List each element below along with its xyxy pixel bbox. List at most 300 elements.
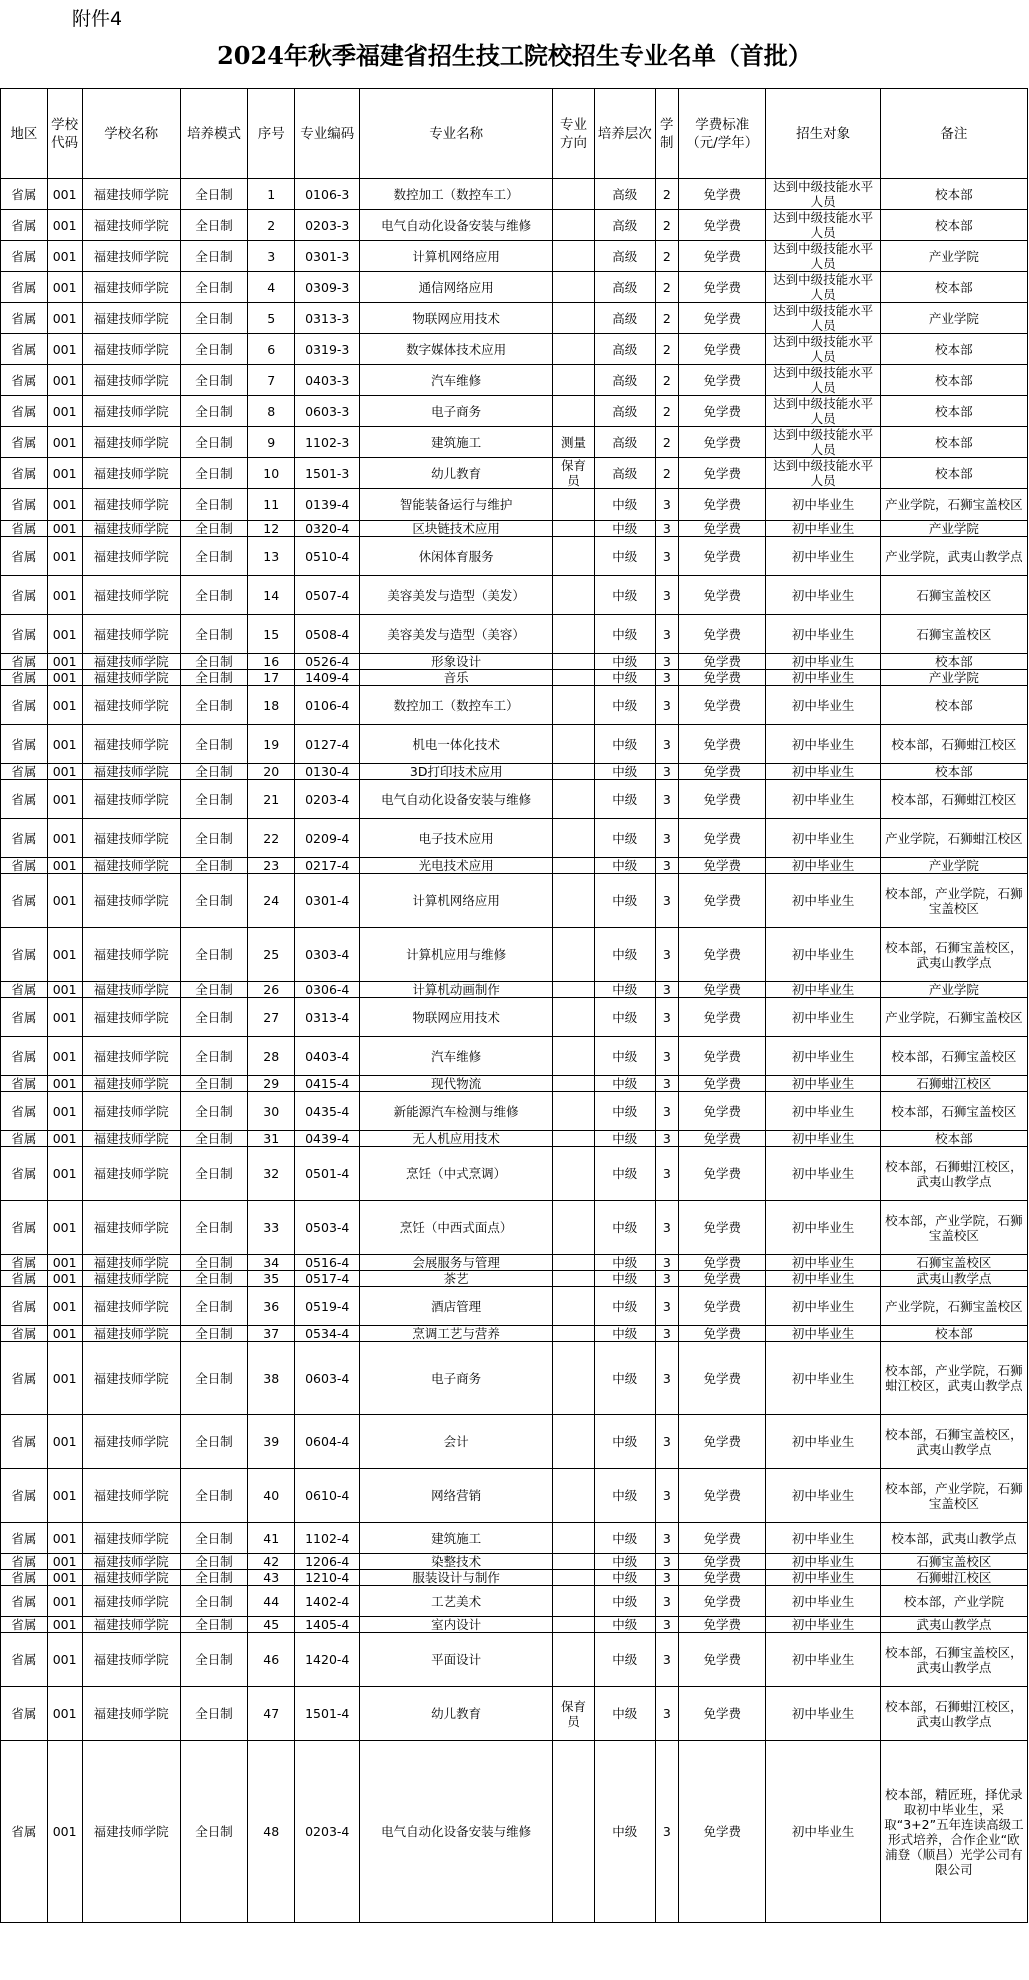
cell-major-direction	[552, 1326, 594, 1342]
cell-school-name: 福建技师学院	[82, 686, 180, 725]
cell-region: 省属	[1, 1326, 48, 1342]
cell-remarks: 校本部	[880, 210, 1027, 241]
cell-major-code: 0106-3	[295, 179, 360, 210]
cell-school-name: 福建技师学院	[82, 396, 180, 427]
cell-tuition: 免学费	[678, 1741, 766, 1923]
cell-school-name: 福建技师学院	[82, 1415, 180, 1469]
cell-training-mode: 全日制	[180, 998, 248, 1037]
cell-seq-no: 42	[248, 1554, 295, 1570]
cell-seq-no: 25	[248, 928, 295, 982]
cell-region: 省属	[1, 1037, 48, 1076]
cell-remarks: 校本部	[880, 458, 1027, 489]
cell-remarks: 校本部，石狮蚶江校区，武夷山教学点	[880, 1687, 1027, 1741]
cell-major-direction: 保育员	[552, 1687, 594, 1741]
table-row	[1, 365, 1028, 396]
cell-remarks: 产业学院	[880, 303, 1027, 334]
cell-tuition: 免学费	[678, 725, 766, 764]
table-row	[1, 521, 1028, 537]
cell-duration: 3	[655, 1633, 678, 1687]
cell-remarks: 校本部，产业学院	[880, 1586, 1027, 1617]
table-row	[1, 396, 1028, 427]
cell-target: 初中毕业生	[766, 1469, 880, 1523]
cell-major-name: 建筑施工	[360, 427, 553, 458]
cell-target: 初中毕业生	[766, 1523, 880, 1554]
table-row	[1, 1617, 1028, 1633]
cell-training-mode: 全日制	[180, 272, 248, 303]
cell-training-mode: 全日制	[180, 1554, 248, 1570]
cell-major-direction	[552, 1147, 594, 1201]
cell-training-mode: 全日制	[180, 1415, 248, 1469]
cell-seq-no: 23	[248, 858, 295, 874]
table-row	[1, 858, 1028, 874]
cell-region: 省属	[1, 1271, 48, 1287]
table-row	[1, 1741, 1028, 1923]
cell-school-name: 福建技师学院	[82, 179, 180, 210]
cell-major-direction	[552, 874, 594, 928]
cell-tuition: 免学费	[678, 874, 766, 928]
cell-duration: 3	[655, 489, 678, 521]
cell-remarks: 产业学院，石狮宝盖校区	[880, 1287, 1027, 1326]
cell-tuition: 免学费	[678, 210, 766, 241]
cell-target: 初中毕业生	[766, 725, 880, 764]
header-target: 招生对象	[766, 89, 880, 179]
cell-tuition: 免学费	[678, 334, 766, 365]
attachment-label: 附件4	[72, 8, 123, 30]
cell-duration: 3	[655, 928, 678, 982]
cell-tuition: 免学费	[678, 1554, 766, 1570]
cell-remarks: 产业学院，武夷山教学点	[880, 537, 1027, 576]
cell-major-name: 工艺美术	[360, 1586, 553, 1617]
cell-major-direction	[552, 521, 594, 537]
cell-target: 初中毕业生	[766, 1342, 880, 1415]
cell-tuition: 免学费	[678, 982, 766, 998]
cell-remarks: 校本部	[880, 334, 1027, 365]
cell-major-direction	[552, 334, 594, 365]
cell-seq-no: 20	[248, 764, 295, 780]
table-row	[1, 1255, 1028, 1271]
cell-school-name: 福建技师学院	[82, 1687, 180, 1741]
cell-major-name: 智能装备运行与维护	[360, 489, 553, 521]
cell-tuition: 免学费	[678, 654, 766, 670]
cell-seq-no: 15	[248, 615, 295, 654]
cell-major-code: 1501-3	[295, 458, 360, 489]
cell-training-level: 中级	[594, 1092, 655, 1131]
cell-target: 初中毕业生	[766, 1586, 880, 1617]
cell-major-code: 1210-4	[295, 1570, 360, 1586]
cell-target: 达到中级技能水平人员	[766, 458, 880, 489]
cell-duration: 3	[655, 1037, 678, 1076]
header-major-name: 专业名称	[360, 89, 553, 179]
cell-major-code: 1409-4	[295, 670, 360, 686]
cell-seq-no: 46	[248, 1633, 295, 1687]
cell-training-mode: 全日制	[180, 489, 248, 521]
cell-region: 省属	[1, 780, 48, 819]
cell-major-name: 烹饪（中西式面点）	[360, 1201, 553, 1255]
cell-remarks: 产业学院，石狮宝盖校区	[880, 998, 1027, 1037]
cell-remarks: 产业学院	[880, 670, 1027, 686]
cell-duration: 3	[655, 1271, 678, 1287]
cell-tuition: 免学费	[678, 928, 766, 982]
cell-major-code: 0306-4	[295, 982, 360, 998]
cell-duration: 2	[655, 210, 678, 241]
table-row	[1, 1076, 1028, 1092]
cell-region: 省属	[1, 982, 48, 998]
cell-major-code: 0403-3	[295, 365, 360, 396]
cell-major-direction	[552, 241, 594, 272]
cell-training-level: 高级	[594, 241, 655, 272]
cell-seq-no: 29	[248, 1076, 295, 1092]
cell-training-level: 中级	[594, 858, 655, 874]
cell-tuition: 免学费	[678, 1201, 766, 1255]
cell-remarks: 校本部，产业学院，石狮宝盖校区	[880, 1469, 1027, 1523]
cell-region: 省属	[1, 241, 48, 272]
cell-region: 省属	[1, 537, 48, 576]
cell-training-level: 中级	[594, 1037, 655, 1076]
cell-target: 初中毕业生	[766, 1415, 880, 1469]
cell-seq-no: 17	[248, 670, 295, 686]
table-row	[1, 458, 1028, 489]
document-title: 2024年秋季福建省招生技工院校招生专业名单（首批）	[217, 41, 812, 70]
cell-training-mode: 全日制	[180, 521, 248, 537]
cell-training-level: 中级	[594, 670, 655, 686]
cell-training-mode: 全日制	[180, 303, 248, 334]
cell-school-name: 福建技师学院	[82, 654, 180, 670]
cell-major-name: 会展服务与管理	[360, 1255, 553, 1271]
cell-tuition: 免学费	[678, 1037, 766, 1076]
table-row	[1, 1523, 1028, 1554]
cell-major-code: 0516-4	[295, 1255, 360, 1271]
cell-seq-no: 26	[248, 982, 295, 998]
cell-remarks: 校本部，产业学院，石狮宝盖校区	[880, 1201, 1027, 1255]
cell-region: 省属	[1, 1076, 48, 1092]
cell-major-name: 平面设计	[360, 1633, 553, 1687]
cell-major-code: 0507-4	[295, 576, 360, 615]
cell-remarks: 校本部，石狮蚶江校区	[880, 725, 1027, 764]
cell-remarks: 产业学院	[880, 982, 1027, 998]
header-training-mode: 培养模式	[180, 89, 248, 179]
cell-seq-no: 12	[248, 521, 295, 537]
cell-major-name: 酒店管理	[360, 1287, 553, 1326]
cell-major-direction	[552, 764, 594, 780]
cell-major-code: 0415-4	[295, 1076, 360, 1092]
cell-school-code: 001	[47, 764, 82, 780]
cell-school-code: 001	[47, 1092, 82, 1131]
cell-target: 初中毕业生	[766, 1255, 880, 1271]
cell-duration: 3	[655, 1554, 678, 1570]
cell-remarks: 校本部	[880, 427, 1027, 458]
cell-seq-no: 30	[248, 1092, 295, 1131]
cell-major-direction	[552, 725, 594, 764]
cell-school-code: 001	[47, 928, 82, 982]
cell-school-name: 福建技师学院	[82, 1617, 180, 1633]
cell-school-name: 福建技师学院	[82, 521, 180, 537]
cell-duration: 3	[655, 780, 678, 819]
cell-major-code: 0519-4	[295, 1287, 360, 1326]
cell-major-name: 音乐	[360, 670, 553, 686]
table-row	[1, 764, 1028, 780]
cell-tuition: 免学费	[678, 1131, 766, 1147]
cell-tuition: 免学费	[678, 686, 766, 725]
cell-major-name: 电气自动化设备安装与维修	[360, 780, 553, 819]
cell-training-level: 高级	[594, 272, 655, 303]
cell-remarks: 校本部，石狮宝盖校区	[880, 1092, 1027, 1131]
cell-training-level: 高级	[594, 210, 655, 241]
cell-training-mode: 全日制	[180, 1092, 248, 1131]
cell-school-code: 001	[47, 272, 82, 303]
cell-school-code: 001	[47, 1201, 82, 1255]
enrollment-table	[0, 88, 1028, 1923]
cell-region: 省属	[1, 521, 48, 537]
cell-school-code: 001	[47, 654, 82, 670]
cell-school-name: 福建技师学院	[82, 272, 180, 303]
cell-major-direction	[552, 819, 594, 858]
table-row	[1, 1037, 1028, 1076]
cell-school-code: 001	[47, 615, 82, 654]
cell-school-code: 001	[47, 334, 82, 365]
cell-tuition: 免学费	[678, 780, 766, 819]
table-row	[1, 1586, 1028, 1617]
cell-training-mode: 全日制	[180, 819, 248, 858]
cell-school-name: 福建技师学院	[82, 1076, 180, 1092]
cell-school-name: 福建技师学院	[82, 1287, 180, 1326]
cell-seq-no: 4	[248, 272, 295, 303]
cell-training-level: 中级	[594, 521, 655, 537]
cell-school-name: 福建技师学院	[82, 576, 180, 615]
header-school-name: 学校名称	[82, 89, 180, 179]
cell-school-name: 福建技师学院	[82, 1255, 180, 1271]
cell-major-direction	[552, 1131, 594, 1147]
cell-major-direction	[552, 396, 594, 427]
cell-remarks: 校本部，石狮宝盖校区，武夷山教学点	[880, 928, 1027, 982]
cell-duration: 2	[655, 241, 678, 272]
cell-remarks: 石狮宝盖校区	[880, 1255, 1027, 1271]
table-row	[1, 819, 1028, 858]
cell-training-mode: 全日制	[180, 537, 248, 576]
cell-major-code: 0534-4	[295, 1326, 360, 1342]
cell-major-name: 3D打印技术应用	[360, 764, 553, 780]
cell-region: 省属	[1, 1092, 48, 1131]
cell-school-code: 001	[47, 998, 82, 1037]
cell-major-code: 0209-4	[295, 819, 360, 858]
table-row	[1, 982, 1028, 998]
cell-school-code: 001	[47, 780, 82, 819]
cell-seq-no: 27	[248, 998, 295, 1037]
cell-training-mode: 全日制	[180, 427, 248, 458]
cell-training-mode: 全日制	[180, 1326, 248, 1342]
cell-target: 达到中级技能水平人员	[766, 334, 880, 365]
cell-tuition: 免学费	[678, 1092, 766, 1131]
cell-seq-no: 9	[248, 427, 295, 458]
cell-duration: 2	[655, 334, 678, 365]
table-row	[1, 1131, 1028, 1147]
cell-region: 省属	[1, 1687, 48, 1741]
cell-seq-no: 10	[248, 458, 295, 489]
cell-major-code: 1102-4	[295, 1523, 360, 1554]
cell-region: 省属	[1, 1469, 48, 1523]
cell-tuition: 免学费	[678, 303, 766, 334]
cell-training-mode: 全日制	[180, 874, 248, 928]
cell-tuition: 免学费	[678, 858, 766, 874]
cell-school-name: 福建技师学院	[82, 928, 180, 982]
cell-school-code: 001	[47, 1523, 82, 1554]
cell-major-name: 汽车维修	[360, 1037, 553, 1076]
cell-training-mode: 全日制	[180, 365, 248, 396]
cell-seq-no: 44	[248, 1586, 295, 1617]
cell-training-mode: 全日制	[180, 1633, 248, 1687]
cell-duration: 3	[655, 521, 678, 537]
cell-training-level: 中级	[594, 780, 655, 819]
cell-region: 省属	[1, 1342, 48, 1415]
cell-major-code: 0439-4	[295, 1131, 360, 1147]
header-training-level: 培养层次	[594, 89, 655, 179]
cell-duration: 3	[655, 998, 678, 1037]
cell-duration: 3	[655, 670, 678, 686]
cell-target: 初中毕业生	[766, 764, 880, 780]
cell-duration: 3	[655, 576, 678, 615]
cell-major-code: 0604-4	[295, 1415, 360, 1469]
table-row	[1, 780, 1028, 819]
cell-training-mode: 全日制	[180, 1342, 248, 1415]
cell-school-name: 福建技师学院	[82, 1201, 180, 1255]
cell-tuition: 免学费	[678, 1586, 766, 1617]
cell-remarks: 产业学院	[880, 521, 1027, 537]
cell-training-mode: 全日制	[180, 1617, 248, 1633]
cell-training-mode: 全日制	[180, 982, 248, 998]
cell-seq-no: 8	[248, 396, 295, 427]
cell-major-name: 美容美发与造型（美容）	[360, 615, 553, 654]
cell-major-name: 建筑施工	[360, 1523, 553, 1554]
cell-training-level: 中级	[594, 764, 655, 780]
cell-duration: 2	[655, 396, 678, 427]
cell-major-code: 0139-4	[295, 489, 360, 521]
table-row	[1, 874, 1028, 928]
cell-seq-no: 21	[248, 780, 295, 819]
cell-school-code: 001	[47, 489, 82, 521]
cell-training-mode: 全日制	[180, 1076, 248, 1092]
cell-duration: 3	[655, 764, 678, 780]
cell-tuition: 免学费	[678, 1617, 766, 1633]
cell-tuition: 免学费	[678, 998, 766, 1037]
cell-training-level: 中级	[594, 874, 655, 928]
cell-remarks: 校本部	[880, 654, 1027, 670]
cell-school-name: 福建技师学院	[82, 1342, 180, 1415]
cell-training-level: 中级	[594, 1554, 655, 1570]
cell-school-code: 001	[47, 1131, 82, 1147]
cell-duration: 2	[655, 272, 678, 303]
cell-tuition: 免学费	[678, 615, 766, 654]
cell-training-level: 中级	[594, 1076, 655, 1092]
cell-remarks: 校本部，石狮宝盖校区，武夷山教学点	[880, 1415, 1027, 1469]
cell-seq-no: 11	[248, 489, 295, 521]
cell-seq-no: 41	[248, 1523, 295, 1554]
cell-school-name: 福建技师学院	[82, 334, 180, 365]
cell-major-name: 计算机网络应用	[360, 241, 553, 272]
cell-school-name: 福建技师学院	[82, 1147, 180, 1201]
cell-tuition: 免学费	[678, 396, 766, 427]
cell-major-name: 通信网络应用	[360, 272, 553, 303]
cell-school-name: 福建技师学院	[82, 365, 180, 396]
cell-training-mode: 全日制	[180, 1201, 248, 1255]
cell-major-direction	[552, 1469, 594, 1523]
cell-major-code: 0309-3	[295, 272, 360, 303]
cell-seq-no: 19	[248, 725, 295, 764]
cell-tuition: 免学费	[678, 1326, 766, 1342]
cell-target: 初中毕业生	[766, 615, 880, 654]
cell-major-code: 0517-4	[295, 1271, 360, 1287]
cell-major-code: 0130-4	[295, 764, 360, 780]
table-row	[1, 1092, 1028, 1131]
cell-duration: 3	[655, 615, 678, 654]
cell-major-name: 休闲体育服务	[360, 537, 553, 576]
cell-tuition: 免学费	[678, 670, 766, 686]
cell-region: 省属	[1, 1617, 48, 1633]
cell-region: 省属	[1, 1741, 48, 1923]
cell-target: 初中毕业生	[766, 537, 880, 576]
cell-major-code: 0508-4	[295, 615, 360, 654]
cell-remarks: 校本部，产业学院，石狮宝盖校区	[880, 874, 1027, 928]
cell-tuition: 免学费	[678, 521, 766, 537]
cell-region: 省属	[1, 874, 48, 928]
cell-major-code: 0501-4	[295, 1147, 360, 1201]
cell-school-name: 福建技师学院	[82, 1586, 180, 1617]
cell-school-name: 福建技师学院	[82, 427, 180, 458]
cell-major-direction	[552, 1092, 594, 1131]
cell-training-mode: 全日制	[180, 764, 248, 780]
cell-target: 初中毕业生	[766, 819, 880, 858]
cell-tuition: 免学费	[678, 1287, 766, 1326]
cell-major-code: 0303-4	[295, 928, 360, 982]
header-remarks: 备注	[880, 89, 1027, 179]
cell-major-code: 1501-4	[295, 1687, 360, 1741]
cell-major-code: 1102-3	[295, 427, 360, 458]
cell-major-name: 染整技术	[360, 1554, 553, 1570]
cell-tuition: 免学费	[678, 489, 766, 521]
cell-training-level: 中级	[594, 1342, 655, 1415]
cell-seq-no: 14	[248, 576, 295, 615]
cell-major-code: 0313-3	[295, 303, 360, 334]
cell-remarks: 校本部	[880, 365, 1027, 396]
cell-school-name: 福建技师学院	[82, 1037, 180, 1076]
cell-tuition: 免学费	[678, 1570, 766, 1586]
cell-region: 省属	[1, 303, 48, 334]
cell-duration: 2	[655, 427, 678, 458]
cell-tuition: 免学费	[678, 1687, 766, 1741]
cell-target: 初中毕业生	[766, 858, 880, 874]
cell-major-code: 0526-4	[295, 654, 360, 670]
cell-duration: 3	[655, 1326, 678, 1342]
cell-school-name: 福建技师学院	[82, 1469, 180, 1523]
cell-target: 初中毕业生	[766, 576, 880, 615]
cell-region: 省属	[1, 686, 48, 725]
cell-major-code: 0610-4	[295, 1469, 360, 1523]
cell-remarks: 石狮蚶江校区	[880, 1076, 1027, 1092]
cell-major-code: 0203-3	[295, 210, 360, 241]
cell-remarks: 校本部	[880, 272, 1027, 303]
cell-school-code: 001	[47, 458, 82, 489]
cell-school-name: 福建技师学院	[82, 1523, 180, 1554]
cell-major-name: 光电技术应用	[360, 858, 553, 874]
cell-region: 省属	[1, 1554, 48, 1570]
cell-school-code: 001	[47, 179, 82, 210]
cell-duration: 3	[655, 858, 678, 874]
table-row	[1, 1687, 1028, 1741]
cell-training-level: 中级	[594, 1415, 655, 1469]
cell-remarks: 产业学院	[880, 241, 1027, 272]
cell-remarks: 校本部	[880, 686, 1027, 725]
cell-training-level: 高级	[594, 365, 655, 396]
table-row	[1, 1287, 1028, 1326]
cell-duration: 3	[655, 1523, 678, 1554]
